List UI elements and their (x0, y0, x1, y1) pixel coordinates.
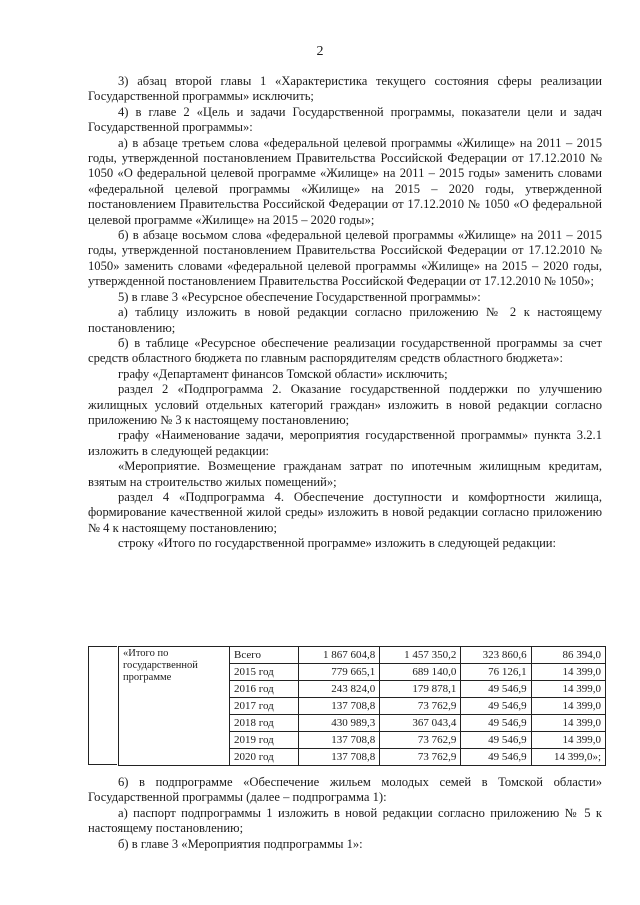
paragraph: раздел 4 «Подпрограмма 4. Обеспечение доступности и комфортности жилища, формирование качественной жилой среды» изложить в новой редакции согласно приложению № 4 к настоящему постановлению; (88, 489, 602, 535)
paragraph: 4) в главе 2 «Цель и задачи Государственной программы, показатели цели и задач Государственной программы»: (88, 104, 602, 135)
page-number: 2 (316, 44, 324, 59)
table-cell-period: 2016 год (230, 681, 299, 698)
document-body-continued (88, 775, 602, 852)
table-cell: 367 043,4 (380, 715, 461, 732)
table-cell: 86 394,0 (531, 647, 605, 664)
paragraph: 5) в главе 3 «Ресурсное обеспечение Государственной программы»: (118, 289, 481, 304)
table-cell-period: 2017 год (230, 698, 299, 715)
table-cell: 243 824,0 (299, 681, 380, 698)
table-cell: 137 708,8 (299, 749, 380, 766)
table-cell: 137 708,8 (299, 732, 380, 749)
paragraph: строку «Итого по государственной программе» изложить в следующей редакции: (118, 536, 557, 551)
table-cell: 73 762,9 (380, 749, 461, 766)
table-cell: 430 989,3 (299, 715, 380, 732)
table-cell-period: 2020 год (230, 749, 299, 766)
budget-table (118, 646, 606, 766)
table-cell: 49 546,9 (461, 698, 531, 715)
table-cell: 49 546,9 (461, 715, 531, 732)
paragraph: графу «Департамент финансов Томской области» исключить; (118, 366, 448, 381)
table-cell-period: 2018 год (230, 715, 299, 732)
table-stub-column (88, 646, 117, 765)
table-cell: 137 708,8 (299, 698, 380, 715)
table-row-label: «Итого по государственной программе (119, 647, 230, 766)
paragraph: раздел 2 «Подпрограмма 2. Оказание государственной поддержки по улучшению жилищных условий отдельных категорий граждан» изложить в новой редакции согласно приложению № 3 к настоящему постановлению; (88, 382, 602, 427)
table-cell: 49 546,9 (461, 732, 531, 749)
paragraph: б) в абзаце восьмом слова «федеральной целевой программы «Жилище» на 2011 – 2015 годы, утвержденной постановлением Правительства Российской Федерации от 17.12.2010 № 1050» заменить словами «федеральной целевой программы «Жилище» на 2015 – 2020 годы, утвержденной постановлением Правительства Российской Федерации от 17.12.2010 № 1050»; (88, 228, 602, 289)
table-cell: 323 860,6 (461, 647, 531, 664)
table-cell-period: 2019 год (230, 732, 299, 749)
paragraph: 6) в подпрограмме «Обеспечение жильем молодых семей в Томской области» Государственной программы (далее – подпрограмма 1): (88, 775, 602, 805)
table-cell: 1 867 604,8 (299, 647, 380, 664)
table-cell: 73 762,9 (380, 698, 461, 715)
table-cell: 689 140,0 (380, 664, 461, 681)
table-cell: 14 399,0 (531, 664, 605, 681)
paragraph: а) паспорт подпрограммы 1 изложить в новой редакции согласно приложению № 5 к настоящему постановлению; (88, 805, 602, 836)
table-cell: 14 399,0 (531, 698, 605, 715)
paragraph: 3) абзац второй главы 1 «Характеристика текущего состояния сферы реализации Государственной программы» исключить; (88, 74, 602, 104)
table-cell: 14 399,0 (531, 715, 605, 732)
paragraph: «Мероприятие. Возмещение гражданам затрат по ипотечным жилищным кредитам, взятым на строительство жилых помещений»; (88, 459, 602, 489)
table-cell: 14 399,0 (531, 732, 605, 749)
table-cell: 49 546,9 (461, 681, 531, 698)
paragraph: а) в абзаце третьем слова «федеральной целевой программы «Жилище» на 2011 – 2015 годы, утвержденной постановлением Правительства Российской Федерации от 17.12.2010 № 1050 «О федеральной целевой программе «Жилище» на 2011 – 2015 годы» заменить словами «федеральной целевой программы «Жилище» на 2015 – 2020 годы, утвержденной постановлением Правительства Российской Федерации от 17.12.2010 № 1050 «О федеральной целевой программе «Жилище» на 2015 – 2020 годы»; (88, 135, 602, 227)
table-row (119, 647, 606, 664)
paragraph: графу «Наименование задачи, мероприятия государственной программы» пункта 3.2.1 изложить в следующей редакции: (88, 428, 602, 458)
paragraph: б) в таблице «Ресурсное обеспечение реализации государственной программы за счет средств областного бюджета по главным распорядителям средств областного бюджета»: (88, 335, 602, 366)
paragraph: а) таблицу изложить в новой редакции согласно приложению № 2 к настоящему постановлению; (88, 305, 602, 335)
document-body (88, 74, 602, 552)
table-cell: 14 399,0»; (531, 749, 605, 766)
table-cell: 179 878,1 (380, 681, 461, 698)
table-cell: 73 762,9 (380, 732, 461, 749)
table-cell-period: Всего (230, 647, 299, 664)
table-cell: 779 665,1 (299, 664, 380, 681)
table-cell-period: 2015 год (230, 664, 299, 681)
table-cell: 76 126,1 (461, 664, 531, 681)
paragraph: б) в главе 3 «Мероприятия подпрограммы 1»: (118, 836, 363, 851)
table-cell: 49 546,9 (461, 749, 531, 766)
table-cell: 1 457 350,2 (380, 647, 461, 664)
table-cell: 14 399,0 (531, 681, 605, 698)
